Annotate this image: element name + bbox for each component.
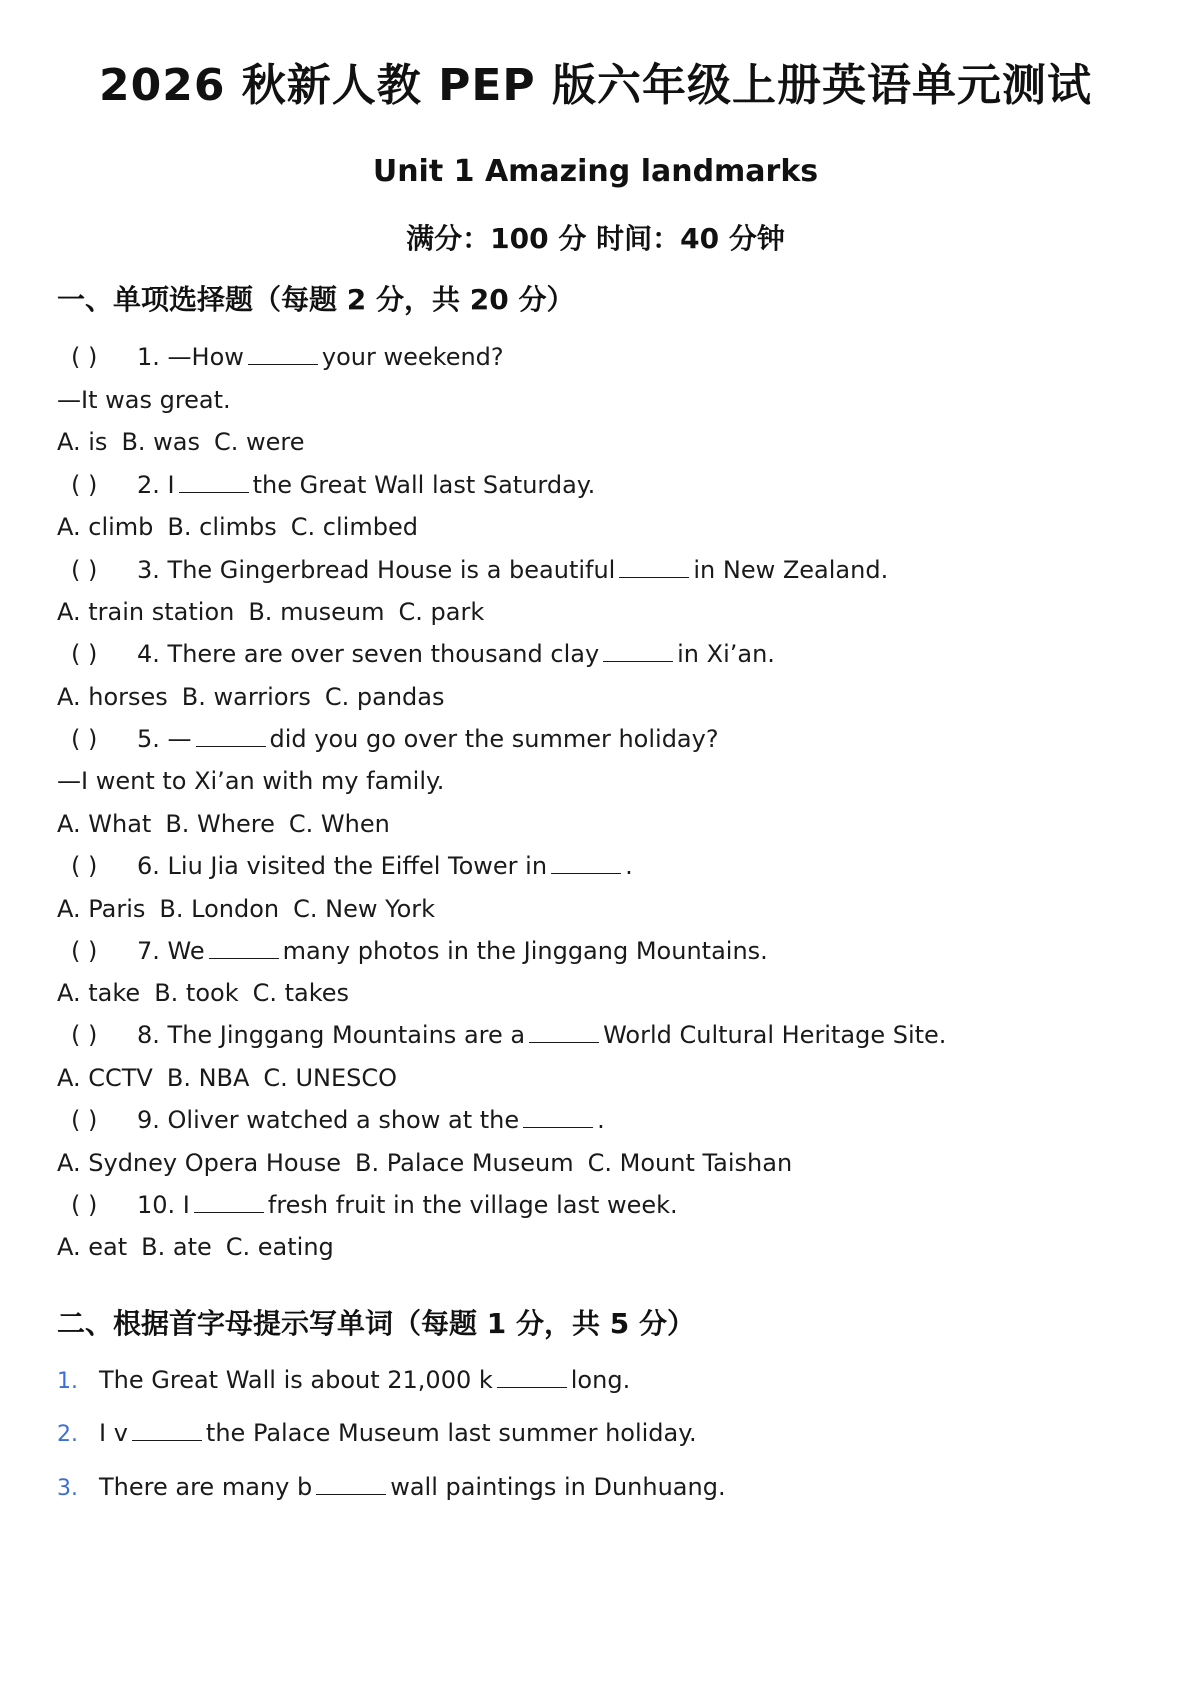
question-1 — [57, 341, 504, 373]
question-text-pre: 3. The Gingerbread House is a beautiful — [137, 556, 616, 584]
option-a: A. train station — [57, 598, 235, 626]
fill-item-2 — [57, 1417, 697, 1451]
answer-paren[interactable]: ( ) — [71, 1191, 98, 1219]
option-b: B. was — [121, 428, 200, 456]
answer-paren[interactable]: ( ) — [71, 1021, 98, 1049]
question-10-options — [57, 1231, 348, 1263]
page-title: 2026 秋新人教 PEP 版六年级上册英语单元测试 — [99, 60, 1092, 111]
option-b: B. museum — [248, 598, 385, 626]
question-text-pre: 7. We — [137, 937, 205, 965]
question-text-pre: 9. Oliver watched a show at the — [137, 1106, 520, 1134]
option-c: C. takes — [252, 979, 350, 1007]
question-3 — [57, 554, 888, 586]
question-2-options — [57, 511, 432, 543]
fill-item-3 — [57, 1471, 726, 1505]
question-text-pre: 10. I — [137, 1191, 190, 1219]
question-1-options — [57, 426, 319, 458]
option-a: A. CCTV — [57, 1064, 153, 1092]
item-text-post: the Palace Museum last summer holiday. — [205, 1419, 697, 1447]
option-c: C. park — [398, 598, 485, 626]
question-10 — [57, 1189, 678, 1221]
question-text-post: in New Zealand. — [693, 556, 889, 584]
option-b: B. Palace Museum — [355, 1149, 574, 1177]
option-a: A. eat — [57, 1233, 128, 1261]
item-text-pre: The Great Wall is about 21,000 k — [99, 1366, 493, 1394]
unit-subtitle: Unit 1 Amazing landmarks — [372, 154, 819, 189]
answer-paren[interactable]: ( ) — [71, 640, 98, 668]
item-text-pre: I v — [99, 1419, 128, 1447]
answer-paren[interactable]: ( ) — [71, 937, 98, 965]
question-text-pre: 5. — — [137, 725, 192, 753]
option-a: A. take — [57, 979, 141, 1007]
question-text-post: many photos in the Jinggang Mountains. — [282, 937, 768, 965]
question-8 — [57, 1019, 946, 1051]
option-c: C. eating — [225, 1233, 334, 1261]
item-text-pre: There are many b — [99, 1473, 313, 1501]
question-5-options — [57, 808, 404, 840]
item-number: 2. — [57, 1422, 78, 1447]
answer-paren[interactable]: ( ) — [71, 1106, 98, 1134]
item-number: 1. — [57, 1369, 78, 1394]
option-a: A. Sydney Opera House — [57, 1149, 342, 1177]
question-7 — [57, 935, 768, 967]
question-5 — [57, 723, 719, 755]
question-6-options — [57, 893, 449, 925]
option-a: A. What — [57, 810, 152, 838]
blank[interactable] — [523, 1105, 593, 1128]
question-5-reply: —I went to Xi’an with my family. — [57, 767, 445, 795]
option-b: B. ate — [141, 1233, 212, 1261]
blank[interactable] — [603, 639, 673, 662]
option-c: C. pandas — [324, 683, 445, 711]
section-1-heading: 一、单项选择题（每题 2 分，共 20 分） — [57, 283, 575, 316]
answer-paren[interactable]: ( ) — [71, 471, 98, 499]
question-9-options — [57, 1147, 806, 1179]
question-text-post: the Great Wall last Saturday. — [252, 471, 596, 499]
blank[interactable] — [619, 555, 689, 578]
blank[interactable] — [209, 936, 279, 959]
question-text-pre: 6. Liu Jia visited the Eiffel Tower in — [137, 852, 548, 880]
question-8-options — [57, 1062, 411, 1094]
blank[interactable] — [194, 1190, 264, 1213]
fill-item-1 — [57, 1364, 630, 1398]
question-3-options — [57, 596, 498, 628]
question-2 — [57, 469, 595, 501]
blank[interactable] — [316, 1472, 386, 1495]
question-text-post: did you go over the summer holiday? — [269, 725, 719, 753]
option-a: A. Paris — [57, 895, 146, 923]
question-text-post: your weekend? — [321, 343, 504, 371]
option-b: B. London — [159, 895, 280, 923]
option-b: B. Where — [165, 810, 275, 838]
option-a: A. is — [57, 428, 108, 456]
score-time-info: 满分：100 分 时间：40 分钟 — [406, 222, 785, 255]
question-text-pre: 2. I — [137, 471, 175, 499]
question-text-post: in Xi’an. — [677, 640, 775, 668]
option-b: B. warriors — [181, 683, 311, 711]
item-text-post: long. — [570, 1366, 631, 1394]
question-9 — [57, 1104, 605, 1136]
question-text-pre: 4. There are over seven thousand clay — [137, 640, 600, 668]
blank[interactable] — [529, 1020, 599, 1043]
option-a: A. climb — [57, 513, 154, 541]
question-text-post: fresh fruit in the village last week. — [267, 1191, 678, 1219]
option-c: C. New York — [293, 895, 436, 923]
item-number: 3. — [57, 1476, 78, 1501]
option-b: B. took — [154, 979, 239, 1007]
option-c: C. UNESCO — [263, 1064, 398, 1092]
option-b: B. climbs — [167, 513, 277, 541]
answer-paren[interactable]: ( ) — [71, 725, 98, 753]
blank[interactable] — [497, 1365, 567, 1388]
question-text-pre: 1. —How — [137, 343, 244, 371]
question-6 — [57, 850, 633, 882]
option-c: C. were — [214, 428, 305, 456]
blank[interactable] — [248, 342, 318, 365]
blank[interactable] — [179, 470, 249, 493]
question-text-pre: 8. The Jinggang Mountains are a — [137, 1021, 526, 1049]
question-4 — [57, 638, 775, 670]
question-4-options — [57, 681, 459, 713]
blank[interactable] — [551, 851, 621, 874]
blank[interactable] — [196, 724, 266, 747]
question-text-post: World Cultural Heritage Site. — [603, 1021, 947, 1049]
option-c: C. Mount Taishan — [587, 1149, 793, 1177]
option-c: C. When — [288, 810, 390, 838]
option-a: A. horses — [57, 683, 168, 711]
answer-paren[interactable]: ( ) — [71, 556, 98, 584]
item-text-post: wall paintings in Dunhuang. — [390, 1473, 726, 1501]
option-c: C. climbed — [290, 513, 418, 541]
question-7-options — [57, 977, 363, 1009]
question-text-post: . — [625, 852, 633, 880]
question-text-post: . — [597, 1106, 605, 1134]
answer-paren[interactable]: ( ) — [71, 343, 98, 371]
answer-paren[interactable]: ( ) — [71, 852, 98, 880]
option-b: B. NBA — [166, 1064, 250, 1092]
blank[interactable] — [132, 1418, 202, 1441]
section-2-heading: 二、根据首字母提示写单词（每题 1 分，共 5 分） — [57, 1307, 695, 1340]
question-1-reply: —It was great. — [57, 386, 231, 414]
